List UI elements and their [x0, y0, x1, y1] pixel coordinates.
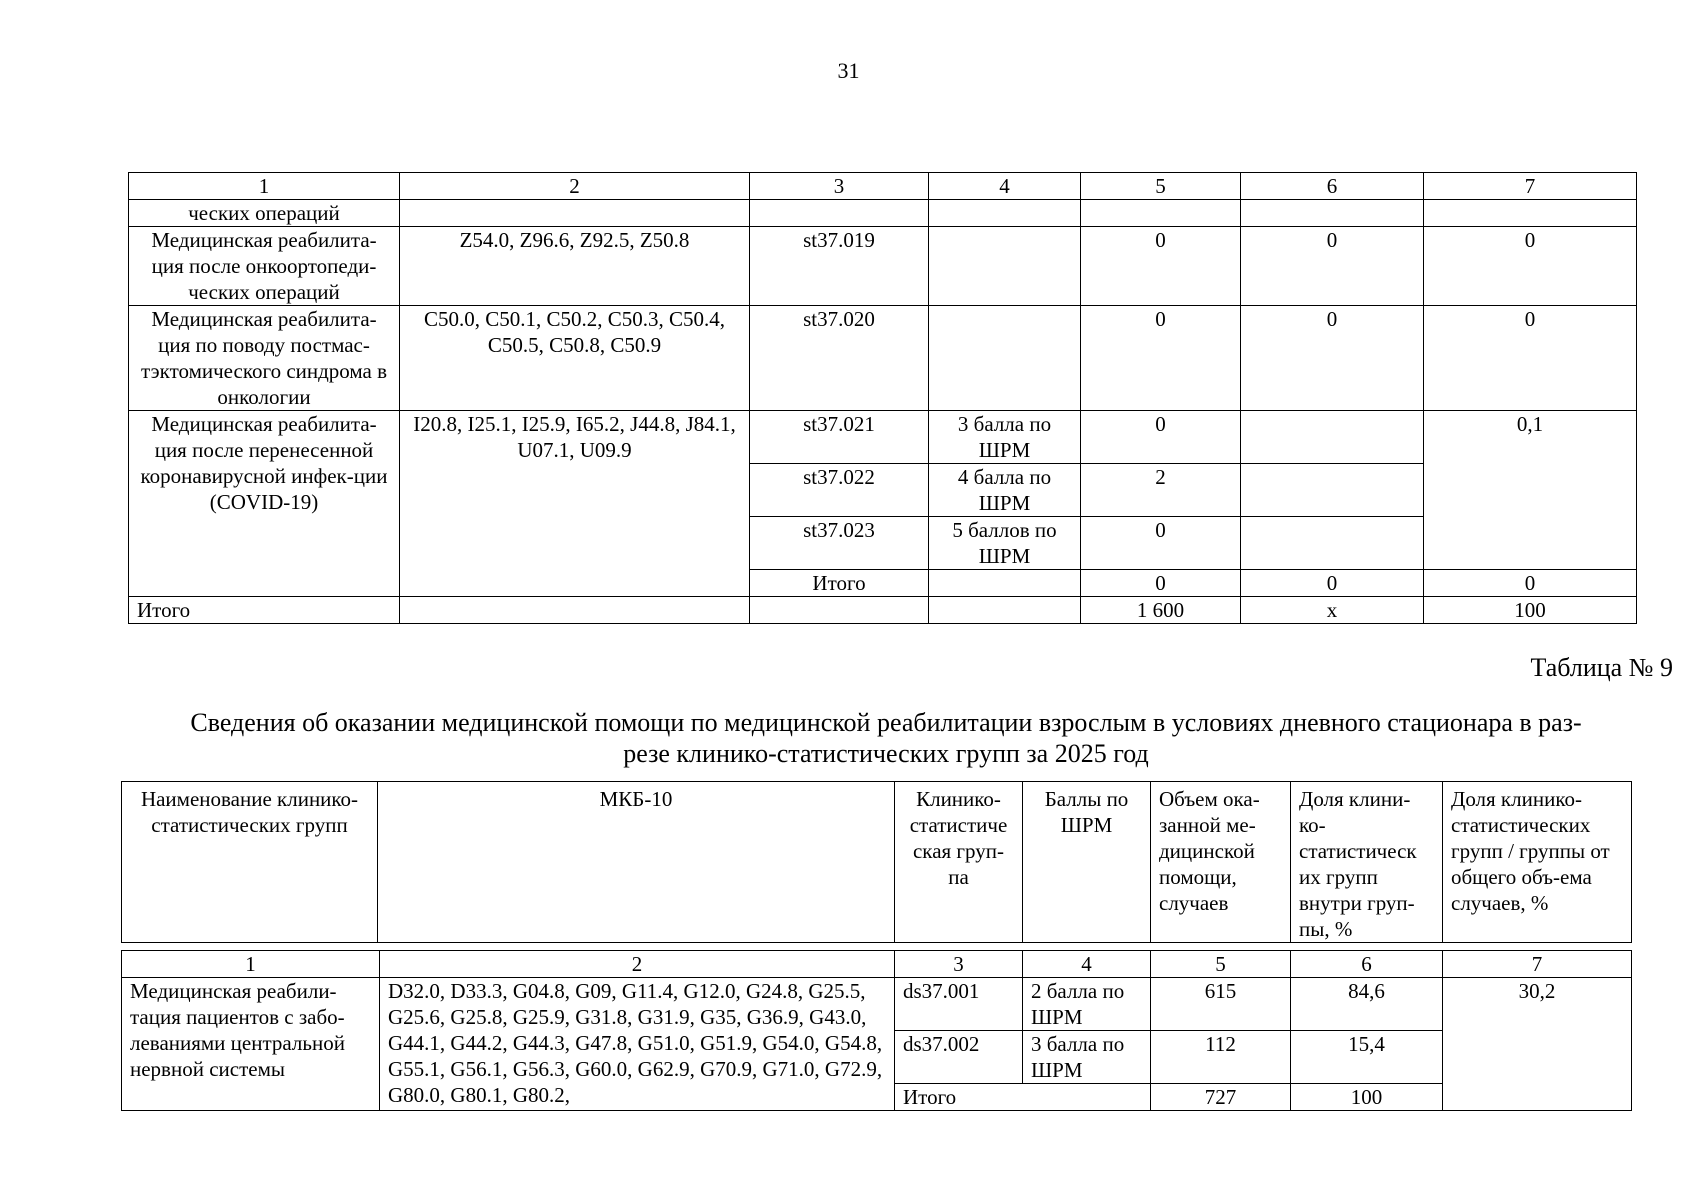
empty-cell	[400, 597, 750, 624]
table-row	[122, 978, 1632, 1031]
group-name: Медицинская реабилита-ция после онкоортопеди-ческих операций	[129, 227, 400, 306]
share-total: 0	[1424, 227, 1637, 306]
empty-cell	[400, 200, 750, 227]
group-name: Медицинская реабилита-ция по поводу постмас-тэктомического синдрома в онкологии	[129, 306, 400, 411]
share-in-group: 15,4	[1291, 1031, 1443, 1084]
empty-cell	[1241, 464, 1424, 517]
volume: 0	[1081, 411, 1241, 464]
share-in-group: 0	[1241, 570, 1424, 597]
column-number: 6	[1291, 951, 1443, 978]
empty-cell	[929, 306, 1081, 411]
share-total: 0	[1424, 570, 1637, 597]
volume: 112	[1151, 1031, 1291, 1084]
volume: 0	[1081, 306, 1241, 411]
day-hospital-table	[121, 950, 1632, 1111]
group-name: ческих операций	[129, 200, 400, 227]
icd-codes: Z54.0, Z96.6, Z92.5, Z50.8	[400, 227, 750, 306]
column-number: 5	[1081, 173, 1241, 200]
shrm-score: 4 балла по ШРМ	[929, 464, 1081, 517]
volume: 0	[1081, 570, 1241, 597]
shrm-score: 2 балла по ШРМ	[1023, 978, 1151, 1031]
volume: 727	[1151, 1084, 1291, 1111]
empty-cell	[1241, 517, 1424, 570]
share-total: 0	[1424, 306, 1637, 411]
empty-cell	[1241, 411, 1424, 464]
volume: 2	[1081, 464, 1241, 517]
icd-codes-text: D32.0, D33.3, G04.8, G09, G11.4, G12.0, G24.8, G25.5, G25.6, G25.8, G25.9, G31.8, G31.9, G35, G36.9, G43.0, G44.1, G44.2, G44.3, G47.8, G51.0, G51.9, G54.0, G54.8, G55.1, G56.1, G56.3, G60.0, G62.9, G70.9, G71.0, G72.9, G80.0, G80.1, G80.2,	[388, 979, 883, 1107]
column-number: 1	[122, 951, 380, 978]
table-header-row	[122, 782, 1632, 943]
share-in-group: 0	[1241, 227, 1424, 306]
total-label: Итого	[129, 597, 400, 624]
table-row	[129, 411, 1637, 464]
share-total: 100	[1424, 597, 1637, 624]
share-in-group: 0	[1241, 306, 1424, 411]
shrm-score: 3 балла по ШРМ	[1023, 1031, 1151, 1084]
total-row	[129, 597, 1637, 624]
table-row	[129, 306, 1637, 411]
ksg-code: ds37.002	[895, 1031, 1023, 1084]
table-row	[129, 227, 1637, 306]
empty-cell	[1241, 200, 1424, 227]
shrm-score: 3 балла по ШРМ	[929, 411, 1081, 464]
header-share-total: Доля клинико-статистических групп / группы от общего объ-ема случаев, %	[1443, 782, 1632, 943]
icd-codes: C50.0, C50.1, C50.2, C50.3, C50.4, C50.5, C50.8, C50.9	[400, 306, 750, 411]
volume: 1 600	[1081, 597, 1241, 624]
table-header-row	[129, 173, 1637, 200]
table-caption: Таблица № 9	[1530, 653, 1673, 682]
group-name: Медицинская реабилита-ция после перенесенной коронавирусной инфек-ции (COVID-19)	[129, 411, 400, 597]
table-row	[129, 200, 1637, 227]
empty-cell	[929, 570, 1081, 597]
column-number: 6	[1241, 173, 1424, 200]
column-number: 3	[895, 951, 1023, 978]
share-total: 30,2	[1443, 978, 1632, 1111]
ksg-code: st37.022	[750, 464, 929, 517]
ksg-code: st37.023	[750, 517, 929, 570]
document-title	[110, 707, 1662, 769]
share-in-group: x	[1241, 597, 1424, 624]
share-in-group: 100	[1291, 1084, 1443, 1111]
column-number: 4	[929, 173, 1081, 200]
subtotal-label: Итого	[750, 570, 929, 597]
share-in-group: 84,6	[1291, 978, 1443, 1031]
column-number: 2	[380, 951, 895, 978]
icd-codes	[380, 978, 895, 1111]
volume: 0	[1081, 517, 1241, 570]
empty-cell	[1081, 200, 1241, 227]
header-volume: Объем ока-занной ме-дицинской помощи, случаев	[1151, 782, 1291, 943]
empty-cell	[929, 227, 1081, 306]
subtotal-label: Итого	[895, 1084, 1151, 1111]
column-number: 4	[1023, 951, 1151, 978]
empty-cell	[929, 200, 1081, 227]
page-number: 31	[837, 58, 860, 83]
column-number: 5	[1151, 951, 1291, 978]
rehab-table-continued	[128, 172, 1637, 624]
header-icd: МКБ-10	[378, 782, 895, 943]
icd-codes: I20.8, I25.1, I25.9, I65.2, J44.8, J84.1, U07.1, U09.9	[400, 411, 750, 597]
volume: 0	[1081, 227, 1241, 306]
group-name: Медицинская реабили-тация пациентов с забо-леваниями центральной нервной системы	[122, 978, 380, 1111]
empty-cell	[750, 200, 929, 227]
column-number: 3	[750, 173, 929, 200]
column-number: 1	[129, 173, 400, 200]
ksg-code: st37.019	[750, 227, 929, 306]
header-ksg: Клинико-статистиче ская груп-па	[895, 782, 1023, 943]
empty-cell	[929, 597, 1081, 624]
volume: 615	[1151, 978, 1291, 1031]
ksg-code: st37.020	[750, 306, 929, 411]
header-group-name: Наименование клинико-статистических групп	[122, 782, 378, 943]
column-number: 7	[1424, 173, 1637, 200]
table-header-row	[122, 951, 1632, 978]
empty-cell	[750, 597, 929, 624]
empty-cell	[1424, 200, 1637, 227]
header-share-in-group: Доля клини-ко-статистическ их групп внутри груп-пы, %	[1291, 782, 1443, 943]
title-line: резе клинико-статистических групп за 2025 год	[623, 739, 1149, 768]
ksg-code: ds37.001	[895, 978, 1023, 1031]
column-number: 2	[400, 173, 750, 200]
shrm-score: 5 баллов по ШРМ	[929, 517, 1081, 570]
header-shrm-score: Баллы по ШРМ	[1023, 782, 1151, 943]
day-hospital-table-header	[121, 781, 1632, 943]
title-line: Сведения об оказании медицинской помощи по медицинской реабилитации взрослым в условиях дневного стационара в раз-	[190, 708, 1582, 737]
ksg-code: st37.021	[750, 411, 929, 464]
share-total: 0,1	[1424, 411, 1637, 570]
column-number: 7	[1443, 951, 1632, 978]
